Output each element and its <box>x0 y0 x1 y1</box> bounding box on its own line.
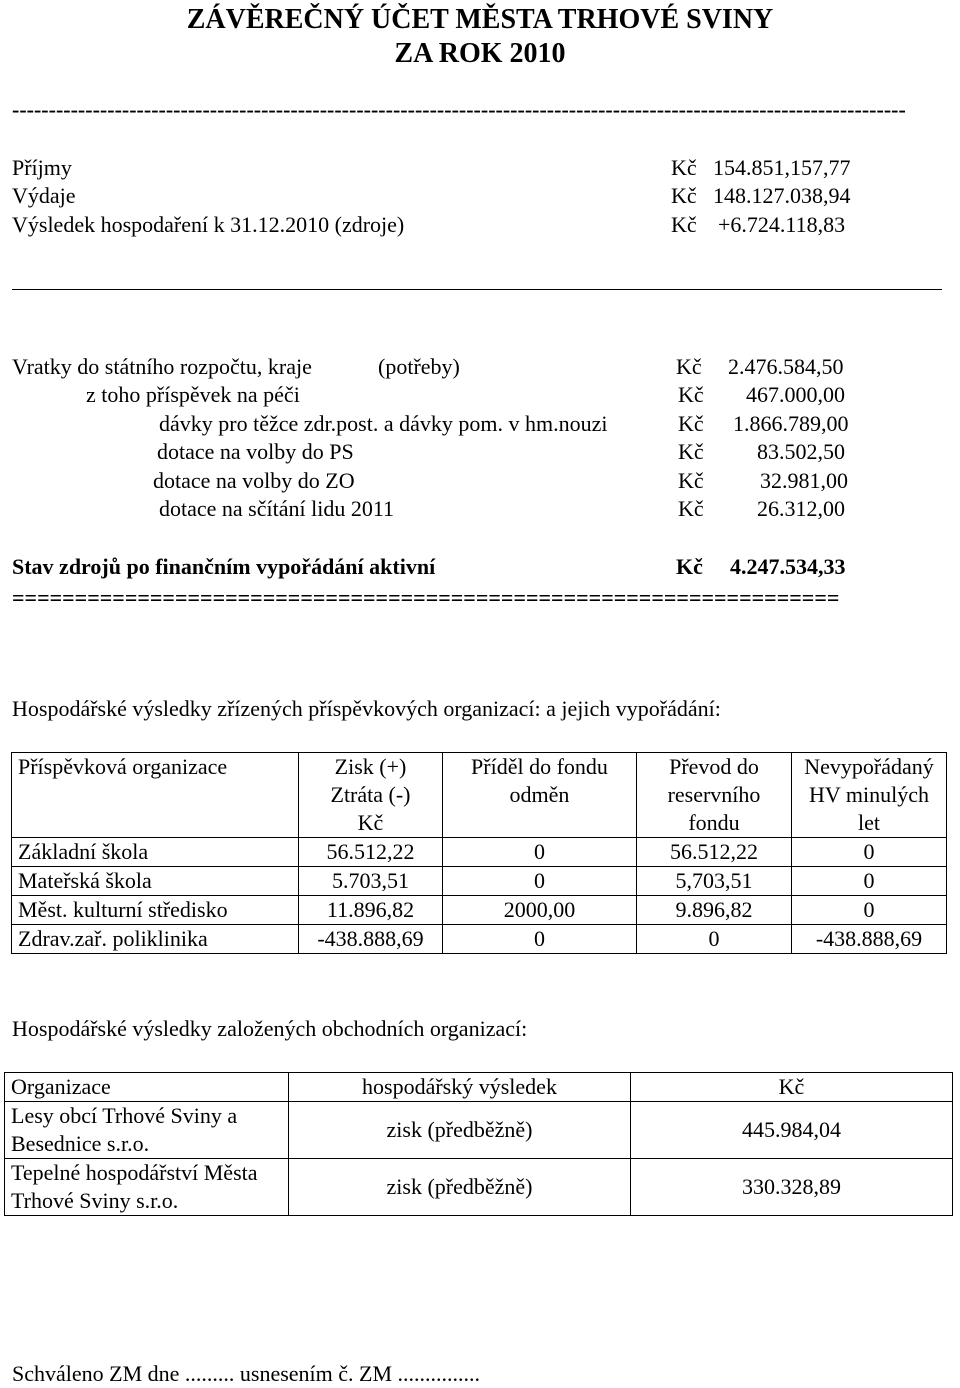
org-name-cell: Měst. kulturní středisko <box>12 896 299 925</box>
returns-item-currency: Kč <box>678 382 704 407</box>
header-cell: Zisk (+) Ztráta (-) Kč <box>299 753 443 838</box>
unsettled-cell: 0 <box>792 838 947 867</box>
returns-item-currency: Kč <box>678 496 704 521</box>
table-row <box>12 838 947 867</box>
returns-item-label: z toho příspěvek na péči <box>86 382 300 407</box>
allocation-cell: 2000,00 <box>443 896 637 925</box>
contrib-heading: Hospodářské výsledky zřízených příspěvkových organizací: a jejich vypořádání: <box>12 696 721 721</box>
income-label: Příjmy <box>12 155 72 180</box>
returns-item-label: dotace na volby do PS <box>157 439 354 464</box>
org-name-cell: Lesy obcí Trhové Sviny a Besednice s.r.o. <box>5 1102 289 1159</box>
result-cell: zisk (předběžně) <box>289 1159 631 1216</box>
underline-separator <box>12 289 942 290</box>
returns-amount: 2.476.584,50 <box>728 354 844 379</box>
profit-cell: -438.888,69 <box>299 925 443 954</box>
unsettled-cell: 0 <box>792 896 947 925</box>
org-name-cell: Tepelné hospodářství Města Trhové Sviny s.r.o. <box>5 1159 289 1216</box>
income-currency: Kč <box>671 155 697 180</box>
income-amount: 154.851,157,77 <box>713 155 851 180</box>
profit-cell: 11.896,82 <box>299 896 443 925</box>
table-row <box>12 925 947 954</box>
returns-item-amount: 1.866.789,00 <box>733 411 849 436</box>
document-subtitle: ZA ROK 2010 <box>394 38 566 69</box>
unsettled-cell: -438.888,69 <box>792 925 947 954</box>
returns-item-amount: 26.312,00 <box>757 496 845 521</box>
table-header-row <box>5 1073 953 1102</box>
result-amount: +6.724.118,83 <box>718 212 846 237</box>
returns-item-currency: Kč <box>678 411 704 436</box>
reserve-cell: 5,703,51 <box>637 867 792 896</box>
header-cell: Příspěvková organizace <box>12 753 299 838</box>
resources-label: Stav zdrojů po finančním vypořádání aktivní <box>12 554 436 579</box>
double-separator: ================================================================== <box>12 585 840 610</box>
returns-item-label: dávky pro těžce zdr.post. a dávky pom. v hm.nouzi <box>159 411 608 436</box>
contrib-table <box>11 752 947 954</box>
returns-item-currency: Kč <box>678 468 704 493</box>
expenses-amount: 148.127.038,94 <box>713 183 851 208</box>
table-row <box>5 1102 953 1159</box>
business-table <box>4 1072 953 1216</box>
returns-item-label: dotace na sčítání lidu 2011 <box>159 496 395 521</box>
allocation-cell: 0 <box>443 925 637 954</box>
returns-currency: Kč <box>676 354 702 379</box>
returns-item-amount: 83.502,50 <box>757 439 845 464</box>
header-cell: Kč <box>631 1073 953 1102</box>
org-name-cell: Mateřská škola <box>12 867 299 896</box>
table-row <box>12 867 947 896</box>
document-title: ZÁVĚREČNÝ ÚČET MĚSTA TRHOVÉ SVINY <box>186 4 774 35</box>
returns-label: Vratky do státního rozpočtu, kraje <box>12 354 312 379</box>
dash-separator: -------------------------------------------------------------------------------------------------------------------------- <box>12 97 906 122</box>
expenses-currency: Kč <box>671 183 697 208</box>
org-name-cell: Základní škola <box>12 838 299 867</box>
result-label: Výsledek hospodaření k 31.12.2010 (zdroje) <box>12 212 405 237</box>
amount-cell: 330.328,89 <box>631 1159 953 1216</box>
reserve-cell: 56.512,22 <box>637 838 792 867</box>
header-cell: Organizace <box>5 1073 289 1102</box>
resources-amount: 4.247.534,33 <box>730 554 846 579</box>
returns-item-amount: 467.000,00 <box>746 382 845 407</box>
expenses-label: Výdaje <box>12 183 76 208</box>
resources-currency: Kč <box>676 554 703 579</box>
header-cell: Převod do reservního fondu <box>637 753 792 838</box>
returns-item-amount: 32.981,00 <box>760 468 848 493</box>
org-name-cell: Zdrav.zař. poliklinika <box>12 925 299 954</box>
business-heading: Hospodářské výsledky založených obchodních organizací: <box>12 1016 528 1041</box>
unsettled-cell: 0 <box>792 867 947 896</box>
profit-cell: 56.512,22 <box>299 838 443 867</box>
profit-cell: 5.703,51 <box>299 867 443 896</box>
result-currency: Kč <box>671 212 697 237</box>
amount-cell: 445.984,04 <box>631 1102 953 1159</box>
header-cell: Příděl do fondu odměn <box>443 753 637 838</box>
returns-item-label: dotace na volby do ZO <box>153 468 355 493</box>
header-cell: Nevypořádaný HV minulých let <box>792 753 947 838</box>
result-cell: zisk (předběžně) <box>289 1102 631 1159</box>
returns-note: (potřeby) <box>378 354 460 379</box>
table-row <box>12 896 947 925</box>
reserve-cell: 9.896,82 <box>637 896 792 925</box>
returns-item-currency: Kč <box>678 439 704 464</box>
table-row <box>5 1159 953 1216</box>
table-header-row <box>12 753 947 838</box>
approval-footer: Schváleno ZM dne ......... usnesením č. ZM ............... <box>12 1361 481 1386</box>
allocation-cell: 0 <box>443 867 637 896</box>
reserve-cell: 0 <box>637 925 792 954</box>
header-cell: hospodářský výsledek <box>289 1073 631 1102</box>
allocation-cell: 0 <box>443 838 637 867</box>
